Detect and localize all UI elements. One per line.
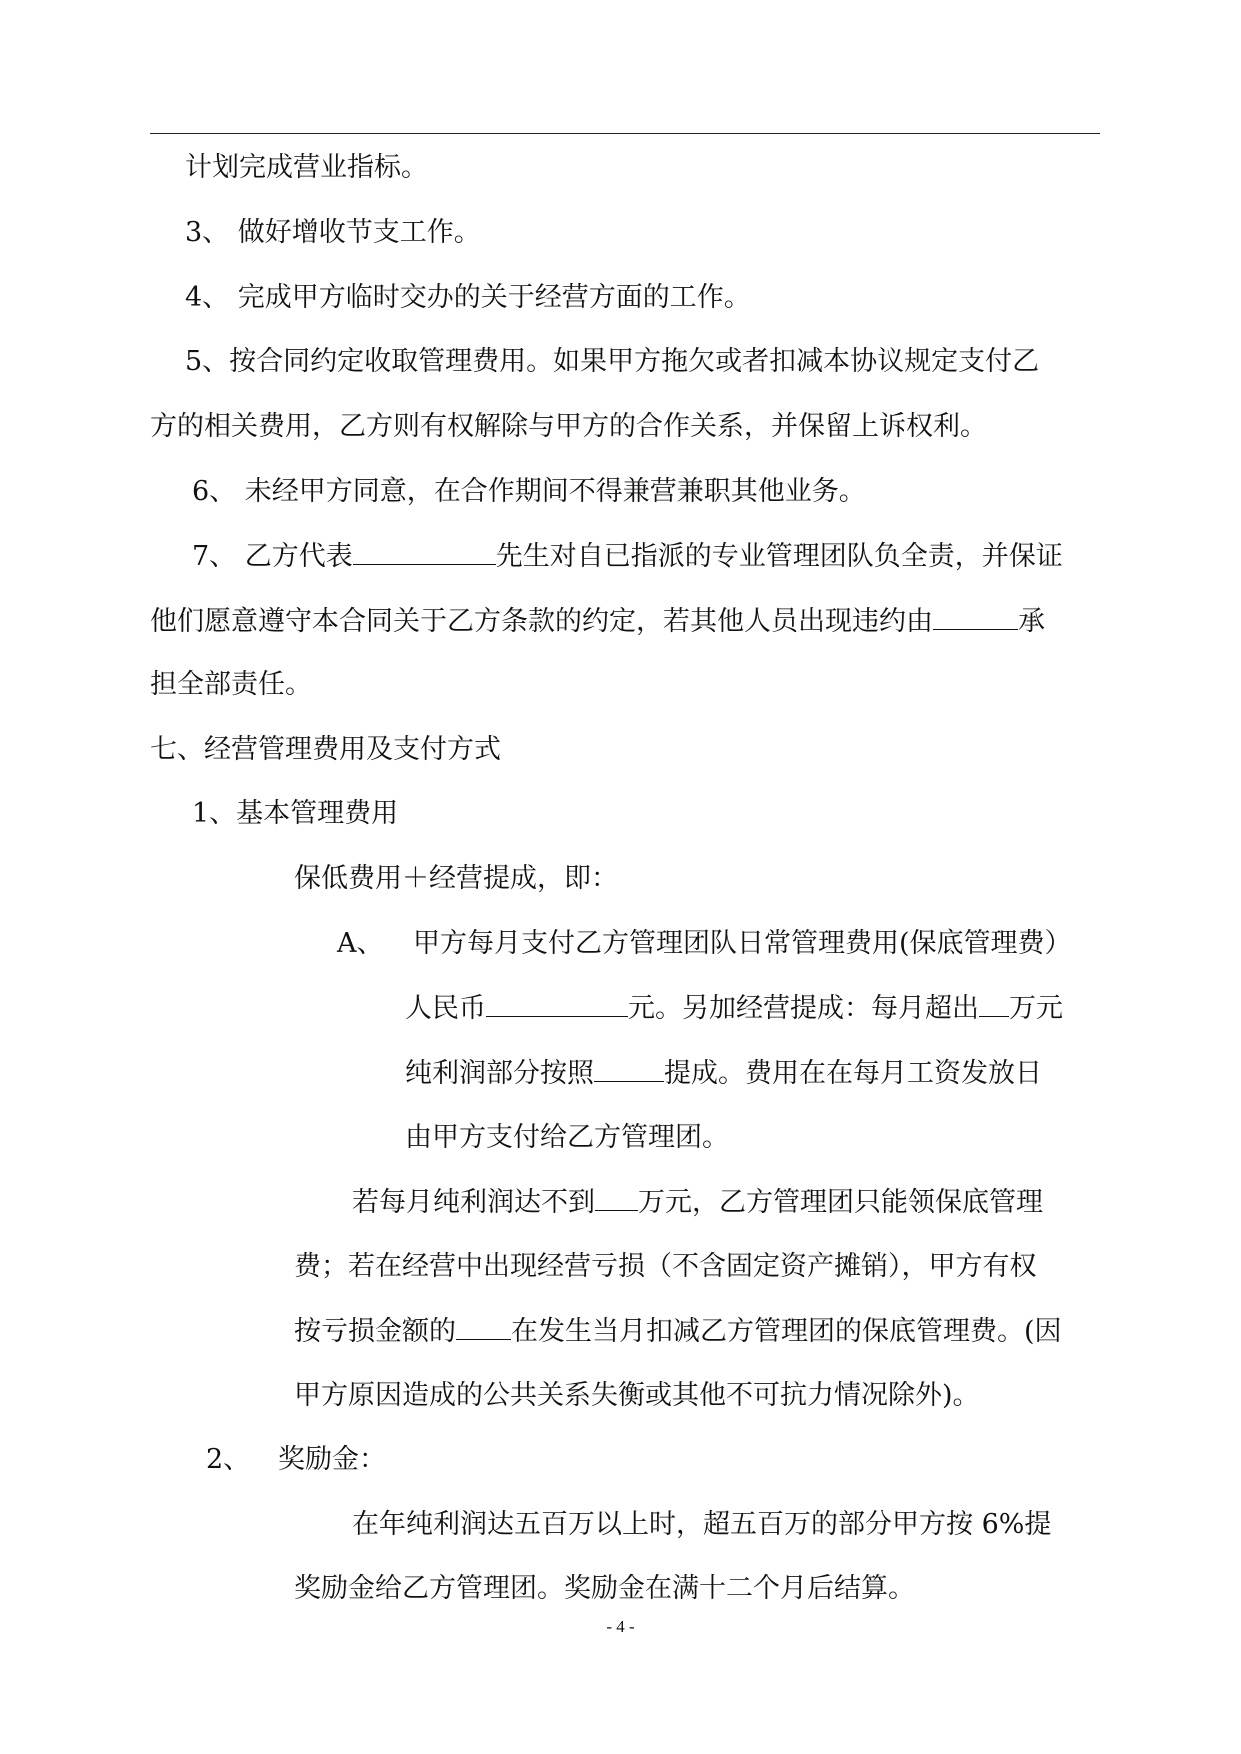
text-line [405,1055,1042,1092]
text-segment: 万元，乙方管理团只能领保底管理 [638,1187,1043,1218]
text-line [352,1184,1043,1221]
text-line: 甲方原因造成的公共关系失衡或其他不可抗力情况除外)。 [294,1380,980,1411]
text-segment: 提成。费用在在每月工资发放日 [664,1058,1042,1089]
text-line: 方的相关费用，乙方则有权解除与甲方的合作关系，并保留上诉权利。 [150,411,987,442]
text-segment: 7、 乙方代表 [192,541,353,572]
blank-line [595,1184,638,1211]
subsection-heading: 1、基本管理费用 [192,798,399,829]
list-item-7 [192,538,1063,575]
text-line: 费；若在经营中出现经营亏损（不含固定资产摊销），甲方有权 [294,1251,1037,1282]
text-segment: 承 [1018,606,1045,637]
text-segment: 万元 [1009,993,1063,1024]
text-segment: 人民币 [405,993,486,1024]
subsection-heading: 奖励金： [278,1444,386,1475]
text-line: 在年纯利润达五百万以上时，超五百万的部分甲方按 6%提 [352,1509,1052,1540]
text-line: 甲方每月支付乙方管理团队日常管理费用(保底管理费） [413,928,1072,959]
page-number: - 4 - [606,1617,635,1636]
text-line: 计划完成营业指标。 [185,152,428,183]
header-rule [150,133,1100,134]
text-segment: 在发生当月扣减乙方管理团的保底管理费。(因 [511,1316,1062,1347]
blank-line [486,990,628,1017]
blank-line [933,603,1018,630]
text-line: 担全部责任。 [150,669,312,700]
text-segment: 按亏损金额的 [294,1316,456,1347]
text-segment: 先生对自已指派的专业管理团队负全责，并保证 [495,541,1063,572]
list-item-4: 4、 完成甲方临时交办的关于经营方面的工作。 [185,282,751,313]
item-label-a: A、 [337,928,384,959]
text-segment: 元。另加经营提成：每月超出 [628,993,979,1024]
list-item-5: 5、按合同约定收取管理费用。如果甲方拖欠或者扣减本协议规定支付乙 [185,346,1040,377]
text-line: 保低费用＋经营提成，即： [294,863,618,894]
list-item-3: 3、 做好增收节支工作。 [185,217,481,248]
text-line [294,1313,1062,1350]
text-line [150,603,1045,640]
list-item-6: 6、 未经甲方同意，在合作期间不得兼营兼职其他业务。 [192,476,866,507]
blank-line [353,538,496,565]
section-heading: 七、经营管理费用及支付方式 [150,734,501,765]
text-segment: 纯利润部分按照 [405,1058,594,1089]
blank-line [979,990,1009,1017]
text-line [405,990,1063,1027]
text-segment: 若每月纯利润达不到 [352,1187,595,1218]
text-segment: 他们愿意遵守本合同关于乙方条款的约定，若其他人员出现违约由 [150,606,933,637]
blank-line [456,1313,511,1340]
text-line: 奖励金给乙方管理团。奖励金在满十二个月后结算。 [294,1573,915,1604]
item-label-2: 2、 [206,1444,251,1475]
blank-line [594,1055,664,1082]
text-line: 由甲方支付给乙方管理团。 [405,1122,729,1153]
